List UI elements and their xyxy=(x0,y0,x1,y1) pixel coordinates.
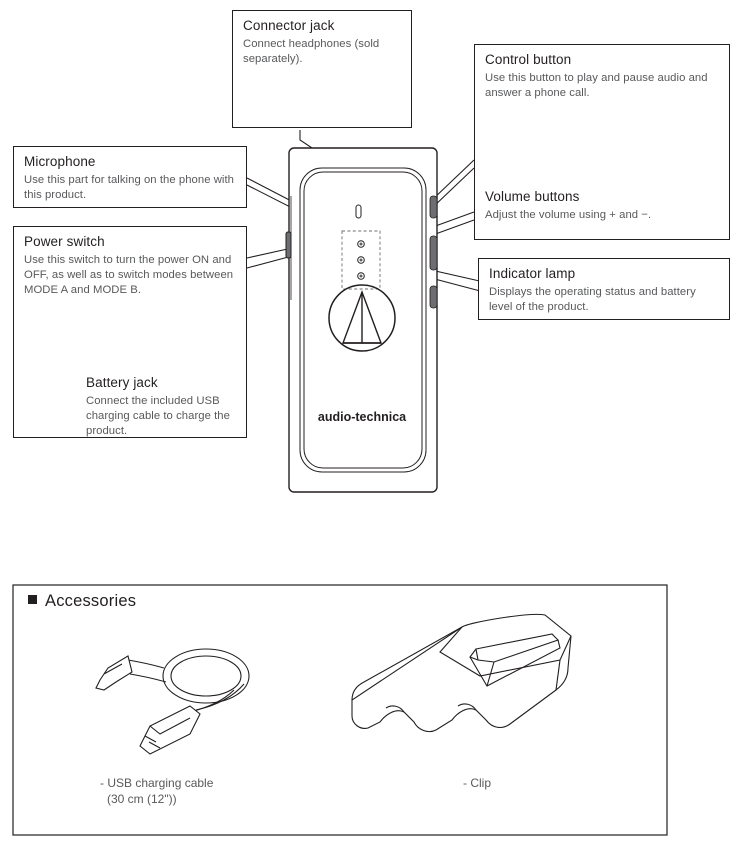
clip-label-line1: - Clip xyxy=(463,776,492,790)
accessory-caption-clip xyxy=(463,775,623,791)
battery-jack-title: Battery jack xyxy=(86,375,158,390)
leader-control-button xyxy=(432,160,474,200)
leader-power-switch xyxy=(247,248,292,258)
accessories-heading xyxy=(28,592,136,611)
microphone-body: Use this part for talking on the phone with this product. xyxy=(24,174,235,202)
connector-jack-title: Connector jack xyxy=(243,18,335,33)
volume-buttons-title: Volume buttons xyxy=(485,189,580,204)
device-brand-wordmark: audio-technica xyxy=(317,410,407,424)
usb-cable-label-line1: - USB charging cable xyxy=(100,776,214,790)
usb-cable-illustration xyxy=(96,649,249,754)
callout-connector-jack xyxy=(232,10,412,128)
battery-jack-body: Connect the included USB charging cable to charge the product. xyxy=(86,395,230,438)
callout-indicator-lamp xyxy=(478,258,730,320)
bullet-square-icon xyxy=(28,595,37,604)
indicator-lamp-body: Displays the operating status and battery level of the product. xyxy=(489,286,696,314)
accessory-caption-usb-cable xyxy=(100,775,320,807)
device-illustration xyxy=(286,148,437,492)
callout-microphone xyxy=(13,146,247,208)
power-switch-body: Use this switch to turn the power ON and OFF, as well as to switch modes between MODE A and MODE B. xyxy=(24,254,234,297)
usb-cable-label-line2: (30 cm (12")) xyxy=(107,792,177,807)
volume-buttons-body: Adjust the volume using + and −. xyxy=(485,209,652,222)
control-button-body: Use this button to play and pause audio and answer a phone call. xyxy=(485,72,708,100)
indicator-lamp-title: Indicator lamp xyxy=(489,266,576,281)
power-switch-title: Power switch xyxy=(24,234,105,249)
clip-illustration xyxy=(348,614,571,742)
accessories-heading-label: Accessories xyxy=(45,592,137,610)
control-button-title: Control button xyxy=(485,52,572,67)
callout-control-and-volume xyxy=(474,44,730,240)
connector-jack-body: Connect headphones (sold separately). xyxy=(243,38,380,66)
microphone-title: Microphone xyxy=(24,154,96,169)
callout-power-and-battery xyxy=(13,226,247,438)
